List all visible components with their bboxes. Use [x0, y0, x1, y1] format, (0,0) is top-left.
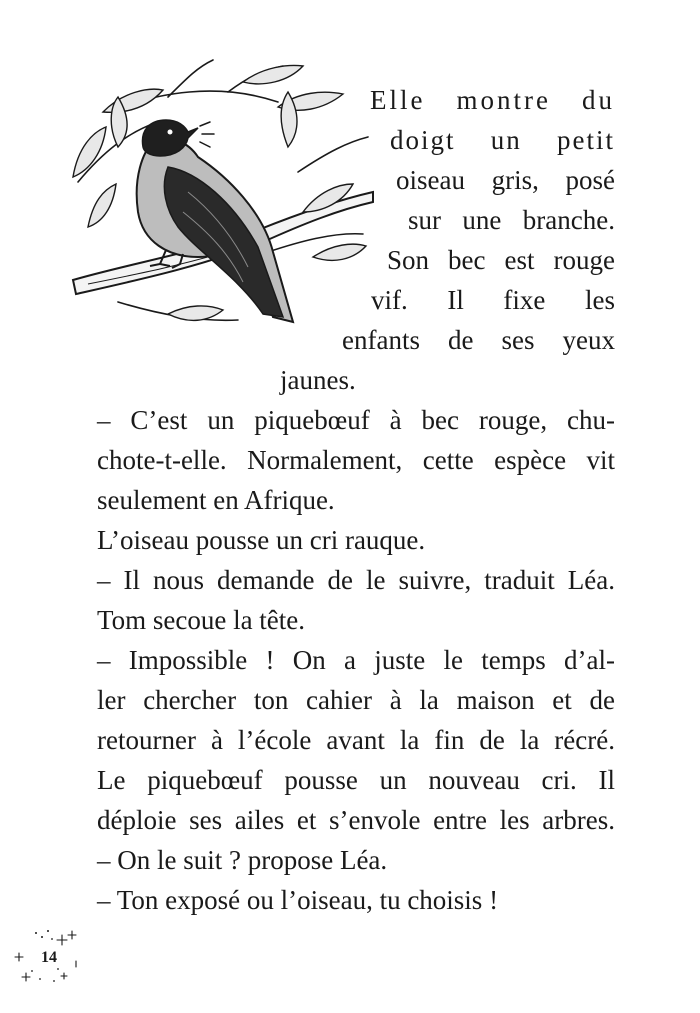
text-line: – Il nous demande de le suivre, traduit Léa. [97, 565, 615, 595]
text-line: retourner à l’école avant la fin de la récré. [97, 725, 615, 755]
text-line: – C’est un piquebœuf à bec rouge, chu- [97, 405, 615, 435]
text-line: vif. Il fixe les [371, 285, 615, 315]
text-line: – Ton exposé ou l’oiseau, tu choisis ! [97, 885, 499, 915]
text-line: déploie ses ailes et s’envole entre les arbres. [97, 805, 615, 835]
text-line: ler chercher ton cahier à la maison et de [97, 685, 615, 715]
text-line: Elle montre du [370, 85, 615, 115]
text-line: sur une branche. [408, 205, 615, 235]
text-line: seulement en Afrique. [97, 485, 335, 515]
text-line: – Impossible ! On a juste le temps d’al- [97, 645, 615, 675]
body-text [97, 400, 615, 920]
text-line: oiseau gris, posé [396, 165, 615, 195]
text-line: Son bec est rouge [387, 245, 615, 275]
page-number: 14 [41, 949, 57, 966]
page-number-block [14, 925, 86, 991]
text-line: L’oiseau pousse un cri rauque. [97, 525, 426, 555]
text-line: jaunes. [280, 365, 356, 395]
text-line: chote-t-elle. Normalement, cette espèce vit [97, 445, 615, 475]
text-line: Le piquebœuf pousse un nouveau cri. Il [97, 765, 615, 795]
text-line: enfants de ses yeux [342, 325, 615, 355]
text-line: doigt un petit [390, 125, 615, 155]
text-line: – On le suit ? propose Léa. [97, 845, 388, 875]
bird-illustration [48, 52, 378, 342]
text-line: Tom secoue la tête. [97, 605, 306, 635]
